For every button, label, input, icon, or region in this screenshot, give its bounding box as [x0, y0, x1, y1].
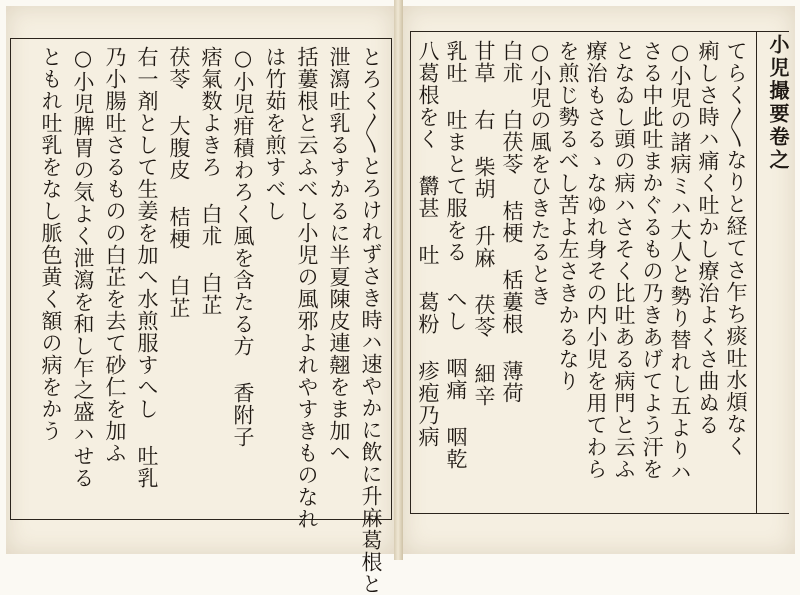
right-page-column: ○小児の風をひきたるとき — [528, 40, 552, 307]
left-page-column: ○小児脾胃の気よく泄瀉を和し乍之盛ハせる — [71, 46, 95, 489]
right-page-column: さる中此吐まかぐるもの乃きあげてよう汗を — [640, 40, 664, 480]
left-page-column: ○小児疳積わろく風を含たる方 香附子 — [231, 46, 255, 448]
left-page-column: ともれ吐乳をなし脈色黄く額の病をかう — [39, 46, 63, 442]
left-page-column: 茯苓 大腹皮 桔梗 白芷 — [167, 46, 191, 319]
left-page-column: 括蔞根と云ふべし小児の風邪よれやすきものなれ — [295, 46, 319, 530]
left-page-column: 痞氣数よきろ 白朮 白芷 — [199, 46, 223, 316]
right-page-column: 療治もさるゝなゆれ身その内小児を用てわら — [584, 40, 608, 480]
right-page-column: 白朮 白茯苓 桔梗 栝蔞根 薄荷 — [500, 40, 524, 404]
right-page-column: となゐし頭の病ハさそく比吐ある病門と云ふ — [612, 40, 636, 480]
right-page-column: を煎じ勢るべし苦よ左さきかるなり — [556, 40, 580, 392]
left-page-column: とろく〱とろけれずさき時ハ速やかに飲に升麻葛根と — [359, 46, 383, 595]
book-gutter — [394, 0, 403, 560]
right-page-column: てらく〱なりと経てさ乍ち痰吐水煩なく — [724, 40, 748, 457]
right-page-column: ○小児の諸病ミハ大人と勢り替れし五よりハ — [668, 40, 692, 483]
left-page-column: 右一剤として生姜を加へ水煎服すへし 吐乳 — [135, 46, 159, 489]
left-page-column: 乃小腸吐さるものの白芷を去て砂仁を加ふ — [103, 46, 127, 464]
right-page-column: 八葛根をく 欝甚 吐 葛粉 疹疱乃病 — [416, 40, 440, 448]
left-page-column: は竹茹を煎すべし — [263, 46, 287, 222]
right-page-column: 乳吐 吐まとて服をる へし 咽痛 咽乾 — [444, 40, 468, 470]
right-page-column: 甘草 右 柴胡 升麻 茯苓 細辛 — [472, 40, 496, 407]
right-page-column: 痢しさ時ハ痛く吐かし療治よくさ曲ぬる — [696, 40, 720, 436]
running-head: 小児撮要卷之 — [766, 34, 790, 172]
left-page-column: 泄瀉吐乳るすかるに半夏陳皮連翹をま加へ — [327, 46, 351, 464]
